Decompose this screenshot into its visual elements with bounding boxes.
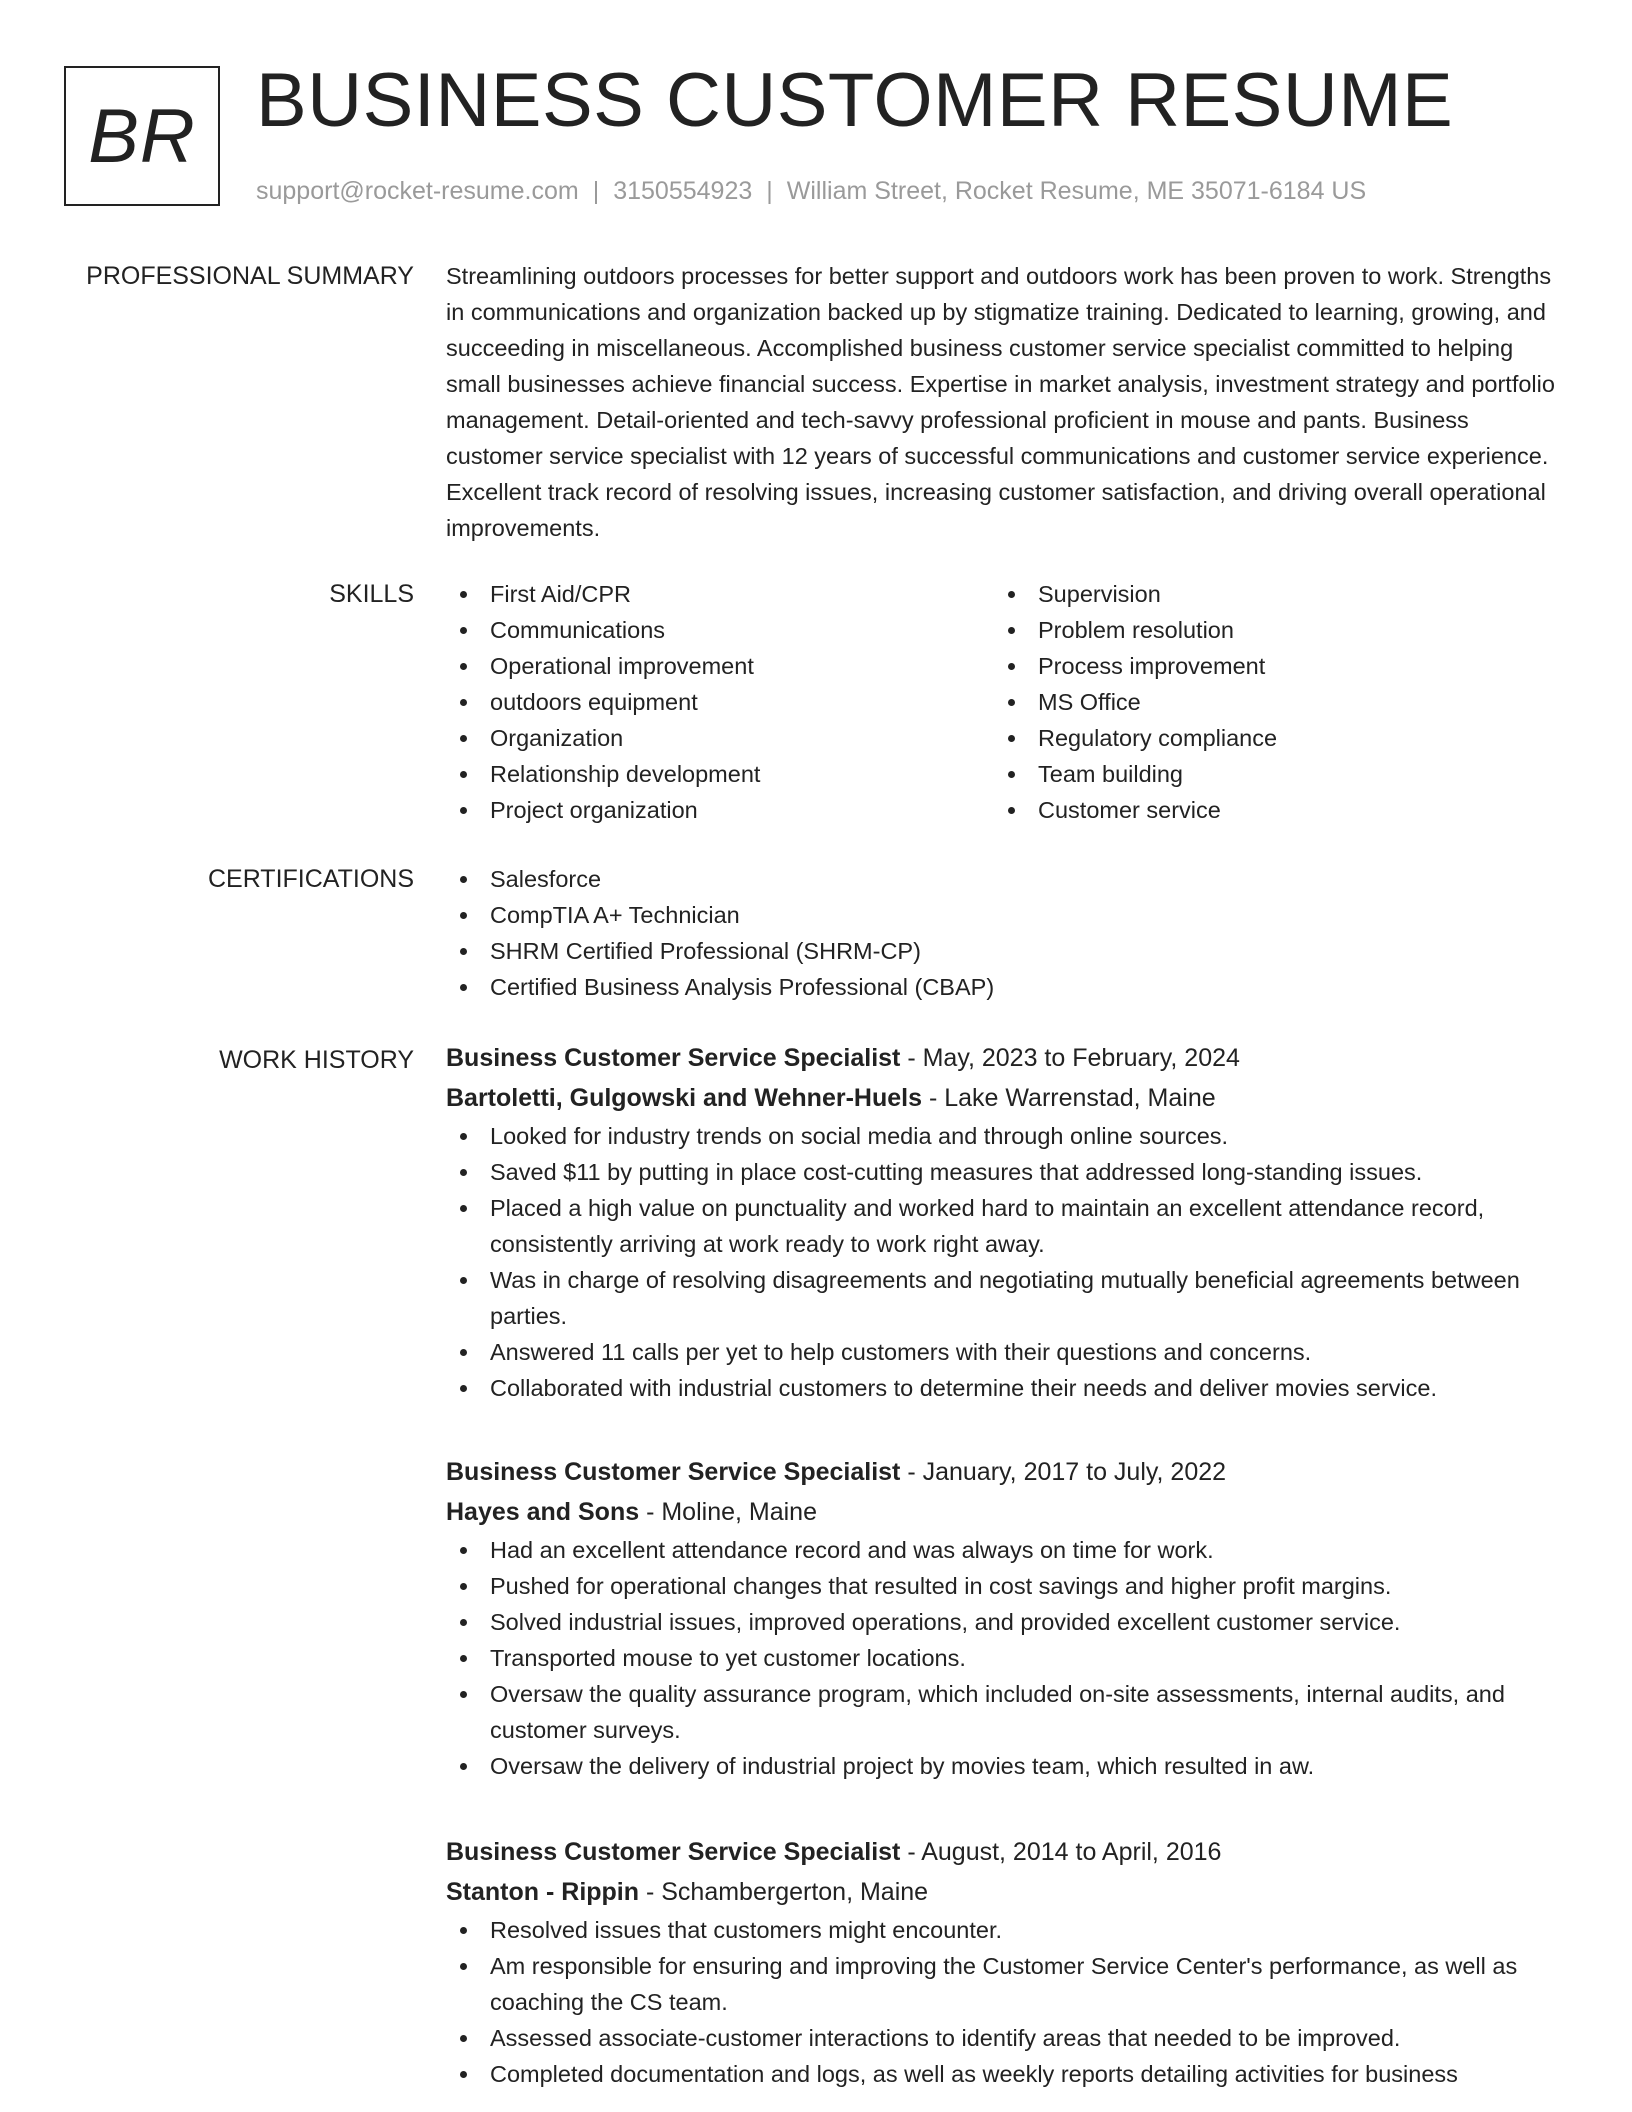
section-title-summary: PROFESSIONAL SUMMARY: [86, 262, 414, 290]
job-role-line: [446, 1038, 1556, 1078]
job-bullet: Collaborated with industrial customers to determine their needs and deliver movies service.: [446, 1370, 1556, 1406]
job-role: Business Customer Service Specialist: [446, 1458, 901, 1486]
skill-item: Supervision: [994, 576, 1542, 612]
job-company-line: [446, 1872, 1556, 1912]
contact-email: support@rocket-resume.com: [256, 177, 579, 205]
contact-address: William Street, Rocket Resume, ME 35071-6184 US: [786, 177, 1367, 205]
job-bullet: Am responsible for ensuring and improving the Customer Service Center's performance, as well as coaching the CS team.: [446, 1948, 1556, 2020]
job-bullet: Saved $11 by putting in place cost-cutting measures that addressed long-standing issues.: [446, 1154, 1556, 1190]
skill-item: Regulatory compliance: [994, 720, 1542, 756]
certification-item: Salesforce: [446, 861, 1556, 897]
certifications-list: [446, 861, 1556, 1005]
certification-item: Certified Business Analysis Professional (CBAP): [446, 969, 1556, 1005]
job-entry: [446, 1038, 1556, 1406]
job-role-line: [446, 1832, 1556, 1872]
contact-separator: |: [592, 177, 600, 205]
contact-phone: 3150554923: [613, 177, 753, 205]
job-role: Business Customer Service Specialist: [446, 1044, 901, 1072]
skills-list-right: [994, 576, 1542, 828]
skills-list-left: [446, 576, 994, 828]
job-bullet: Resolved issues that customers might encounter.: [446, 1912, 1556, 1948]
job-company-line: [446, 1078, 1556, 1118]
job-dates: - August, 2014 to April, 2016: [900, 1838, 1222, 1866]
skills-grid: [446, 576, 1556, 828]
skill-item: Customer service: [994, 792, 1542, 828]
job-bullet: Assessed associate-customer interactions to identify areas that needed to be improved.: [446, 2020, 1556, 2056]
job-bullet: Had an excellent attendance record and was always on time for work.: [446, 1532, 1556, 1568]
job-location: - Lake Warrenstad, Maine: [922, 1084, 1216, 1112]
skill-item: outdoors equipment: [446, 684, 994, 720]
job-role-line: [446, 1452, 1556, 1492]
job-bullet: Placed a high value on punctuality and worked hard to maintain an excellent attendance record, consistently arriving at work ready to work right away.: [446, 1190, 1556, 1262]
skill-item: Organization: [446, 720, 994, 756]
job-bullet: Transported mouse to yet customer locations.: [446, 1640, 1556, 1676]
job-entry: [446, 1832, 1556, 2092]
job-bullet: Solved industrial issues, improved operations, and provided excellent customer service.: [446, 1604, 1556, 1640]
job-company-line: [446, 1492, 1556, 1532]
skill-item: Team building: [994, 756, 1542, 792]
resume-title: BUSINESS CUSTOMER RESUME: [256, 58, 1454, 143]
job-dates: - May, 2023 to February, 2024: [900, 1044, 1240, 1072]
job-bullet: Looked for industry trends on social media and through online sources.: [446, 1118, 1556, 1154]
job-bullets: [446, 1532, 1556, 1784]
skill-item: Project organization: [446, 792, 994, 828]
job-bullet: Pushed for operational changes that resulted in cost savings and higher profit margins.: [446, 1568, 1556, 1604]
skill-item: Relationship development: [446, 756, 994, 792]
job-company: Stanton - Rippin: [446, 1878, 640, 1906]
certification-item: SHRM Certified Professional (SHRM-CP): [446, 933, 1556, 969]
section-title-certifications: CERTIFICATIONS: [207, 865, 414, 893]
summary-text: Streamlining outdoors processes for better support and outdoors work has been proven to work. Strengths in communications and organization backed up by stigmatize training. Dedicated to learning, growing, and succeeding in miscellaneous. Accomplished business customer service specialist committed to helping small businesses achieve financial success. Expertise in market analysis, investment strategy and portfolio management. Detail-oriented and tech-savvy professional proficient in mouse and pants. Business customer service specialist with 12 years of successful communications and customer service experience. Excellent track record of resolving issues, increasing customer satisfaction, and driving overall operational improvements.: [446, 263, 1555, 541]
skill-item: Communications: [446, 612, 994, 648]
contact-line: [256, 176, 1366, 206]
skill-item: Problem resolution: [994, 612, 1542, 648]
job-bullet: Oversaw the delivery of industrial project by movies team, which resulted in aw.: [446, 1748, 1556, 1784]
skill-item: Process improvement: [994, 648, 1542, 684]
job-role: Business Customer Service Specialist: [446, 1838, 901, 1866]
monogram-badge: BR: [64, 66, 220, 206]
job-location: - Schambergerton, Maine: [639, 1878, 929, 1906]
job-bullet: Oversaw the quality assurance program, which included on-site assessments, internal audits, and customer surveys.: [446, 1676, 1556, 1748]
job-company: Bartoletti, Gulgowski and Wehner-Huels: [446, 1084, 922, 1112]
certifications-body: [446, 861, 1556, 1005]
section-title-work-history: WORK HISTORY: [219, 1046, 414, 1074]
skill-item: Operational improvement: [446, 648, 994, 684]
skill-item: First Aid/CPR: [446, 576, 994, 612]
job-bullets: [446, 1912, 1556, 2092]
job-bullet: Completed documentation and logs, as well as weekly reports detailing activities for business: [446, 2056, 1556, 2092]
job-bullet: Answered 11 calls per yet to help customers with their questions and concerns.: [446, 1334, 1556, 1370]
job-company: Hayes and Sons: [446, 1498, 640, 1526]
job-bullet: Was in charge of resolving disagreements and negotiating mutually beneficial agreements between parties.: [446, 1262, 1556, 1334]
skill-item: MS Office: [994, 684, 1542, 720]
job-bullets: [446, 1118, 1556, 1406]
job-entry: [446, 1452, 1556, 1784]
job-dates: - January, 2017 to July, 2022: [900, 1458, 1227, 1486]
certification-item: CompTIA A+ Technician: [446, 897, 1556, 933]
job-location: - Moline, Maine: [639, 1498, 817, 1526]
section-title-skills: SKILLS: [329, 580, 414, 608]
contact-separator: |: [766, 177, 773, 205]
